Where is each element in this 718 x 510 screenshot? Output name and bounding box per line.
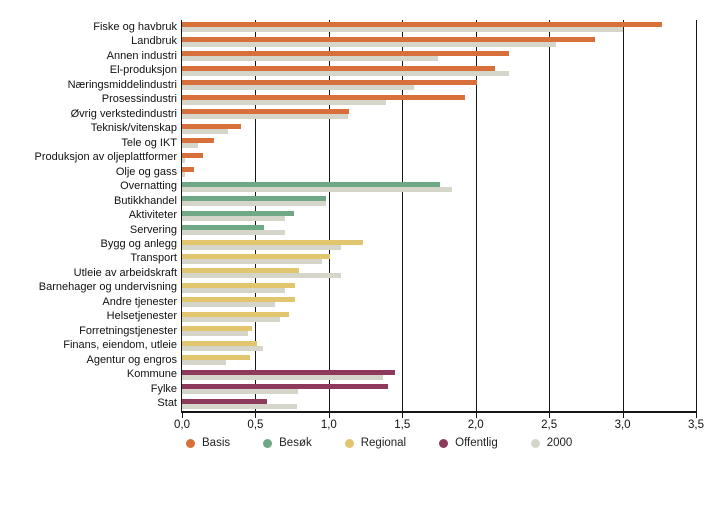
category-label: Finans, eiendom, utleie [63, 339, 177, 352]
category-label: Servering [129, 223, 177, 236]
bar-pair [182, 95, 696, 105]
legend-label: 2000 [546, 437, 573, 449]
category-label: Overnatting [120, 180, 177, 193]
category-label: Olje og gass [115, 165, 177, 178]
chart-row [0, 208, 696, 222]
bar-pair [182, 297, 696, 307]
value-bar-2000 [182, 317, 280, 322]
x-tick [623, 413, 624, 418]
chart-row [0, 252, 696, 266]
legend-swatch-icon [263, 439, 272, 448]
value-bar-2000 [182, 302, 275, 307]
bar-pair [182, 153, 696, 163]
x-tick [476, 413, 477, 418]
category-label: Stat [157, 397, 177, 410]
bar-pair [182, 268, 696, 278]
category-label: Tele og IKT [121, 136, 177, 149]
x-axis-ticks [174, 413, 704, 439]
value-bar-2000 [182, 114, 348, 119]
legend-swatch-icon [186, 439, 195, 448]
chart-row [0, 34, 696, 48]
category-label: Øvrig verkstedindustri [70, 107, 177, 120]
value-bar-2000 [182, 389, 298, 394]
chart-row [0, 92, 696, 106]
category-label: Prosessindustri [101, 93, 177, 106]
category-label: Annen industri [106, 49, 177, 62]
x-tick-label: 2,0 [467, 419, 484, 431]
category-label: Næringsmiddelindustri [67, 78, 177, 91]
bar-pair [182, 225, 696, 235]
value-bar-2000 [182, 42, 556, 47]
chart-row [0, 165, 696, 179]
bar-pair [182, 66, 696, 76]
value-bar-2000 [182, 288, 285, 293]
value-bar-2000 [182, 245, 341, 250]
bar-pair [182, 240, 696, 250]
bar-pair [182, 109, 696, 119]
gridline [696, 20, 697, 411]
bar-pair [182, 399, 696, 409]
value-bar-2000 [182, 375, 383, 380]
value-bar-2000 [182, 273, 341, 278]
legend-label: Offentlig [455, 437, 498, 449]
bar-pair [182, 22, 696, 32]
value-bar-basis [182, 153, 203, 158]
value-bar-2000 [182, 71, 509, 76]
chart-row [0, 136, 696, 150]
category-label: Utleie av arbeidskraft [73, 266, 177, 279]
value-bar-2000 [182, 360, 226, 365]
legend [186, 437, 572, 449]
chart-row [0, 150, 696, 164]
bar-pair [182, 138, 696, 148]
x-tick-label: 3,5 [688, 419, 704, 431]
legend-item-regional [345, 437, 406, 449]
chart-row [0, 194, 696, 208]
bar-pair [182, 326, 696, 336]
category-label: Produksjon av oljeplattformer [34, 151, 177, 164]
legend-label: Regional [360, 437, 407, 449]
category-label: Forretningstjenester [79, 324, 177, 337]
x-tick [402, 413, 403, 418]
x-tick [329, 413, 330, 418]
bar-pair [182, 254, 696, 264]
category-label: Teknisk/vitenskap [90, 122, 177, 135]
x-tick-label: 1,5 [394, 419, 411, 431]
chart-row [0, 49, 696, 63]
value-bar-2000 [182, 216, 285, 221]
bar-pair [182, 370, 696, 380]
chart-row [0, 20, 696, 34]
category-label: Landbruk [131, 35, 177, 48]
value-bar-2000 [182, 100, 386, 105]
category-label: El-produksjon [109, 64, 177, 77]
category-label: Agentur og engros [86, 353, 177, 366]
bar-pair [182, 51, 696, 61]
chart-row [0, 310, 696, 324]
category-label: Helsetjenester [106, 310, 177, 323]
bar-pair [182, 182, 696, 192]
category-label: Transport [130, 252, 177, 265]
category-label: Aktiviteter [128, 209, 177, 222]
x-tick [255, 413, 256, 418]
chart-row [0, 223, 696, 237]
value-bar-2000 [182, 404, 297, 409]
chart-row [0, 78, 696, 92]
chart-row [0, 339, 696, 353]
bar-pair [182, 384, 696, 394]
bar-pair [182, 312, 696, 322]
category-label: Fiske og havbruk [93, 20, 177, 33]
chart-rows [0, 20, 696, 411]
legend-item-besøk [263, 437, 312, 449]
value-bar-2000 [182, 259, 322, 264]
value-bar-2000 [182, 230, 285, 235]
value-bar-2000 [182, 187, 452, 192]
chart-row [0, 368, 696, 382]
chart-row [0, 382, 696, 396]
chart-row [0, 324, 696, 338]
x-tick-label: 0,5 [247, 419, 264, 431]
legend-label: Basis [202, 437, 231, 449]
value-bar-2000 [182, 331, 248, 336]
chart-row [0, 295, 696, 309]
chart-row [0, 353, 696, 367]
value-bar-2000 [182, 201, 326, 206]
category-label: Bygg og anlegg [100, 238, 177, 250]
chart-row [0, 397, 696, 411]
bar-pair [182, 80, 696, 90]
bar-pair [182, 37, 696, 47]
x-tick-label: 3,0 [614, 419, 631, 431]
x-tick [696, 413, 697, 418]
bar-pair [182, 124, 696, 134]
legend-swatch-icon [345, 439, 354, 448]
category-label: Andre tjenester [102, 295, 177, 308]
x-tick [549, 413, 550, 418]
legend-item-2000 [531, 437, 573, 449]
value-bar-2000 [182, 129, 228, 134]
bar-pair [182, 341, 696, 351]
value-bar-2000 [182, 172, 185, 177]
value-bar-2000 [182, 346, 263, 351]
bar-pair [182, 211, 696, 221]
value-bar-2000 [182, 85, 414, 90]
x-tick [182, 413, 183, 418]
chart-row [0, 107, 696, 121]
chart-row [0, 237, 696, 251]
bar-pair [182, 167, 696, 177]
x-tick-label: 2,5 [541, 419, 558, 431]
legend-item-basis [186, 437, 230, 449]
chart-row [0, 281, 696, 295]
legend-item-offentlig [439, 437, 498, 449]
legend-swatch-icon [439, 439, 448, 448]
x-tick-label: 1,0 [320, 419, 337, 431]
x-tick-label: 0,0 [174, 419, 190, 431]
bar-pair [182, 196, 696, 206]
value-bar-2000 [182, 143, 198, 148]
chart-row [0, 179, 696, 193]
category-label: Butikkhandel [114, 194, 177, 207]
bar-pair [182, 355, 696, 365]
chart-row [0, 121, 696, 135]
legend-label: Besøk [279, 437, 312, 449]
bar-pair [182, 283, 696, 293]
value-bar-2000 [182, 27, 623, 32]
y-axis-line [181, 20, 182, 412]
value-bar-2000 [182, 158, 185, 163]
value-bar-2000 [182, 56, 438, 61]
chart-row [0, 266, 696, 280]
chart-row [0, 63, 696, 77]
category-label: Fylke [150, 382, 177, 395]
category-label: Barnehager og undervisning [38, 281, 177, 294]
category-label: Kommune [126, 368, 177, 381]
legend-swatch-icon [531, 439, 540, 448]
